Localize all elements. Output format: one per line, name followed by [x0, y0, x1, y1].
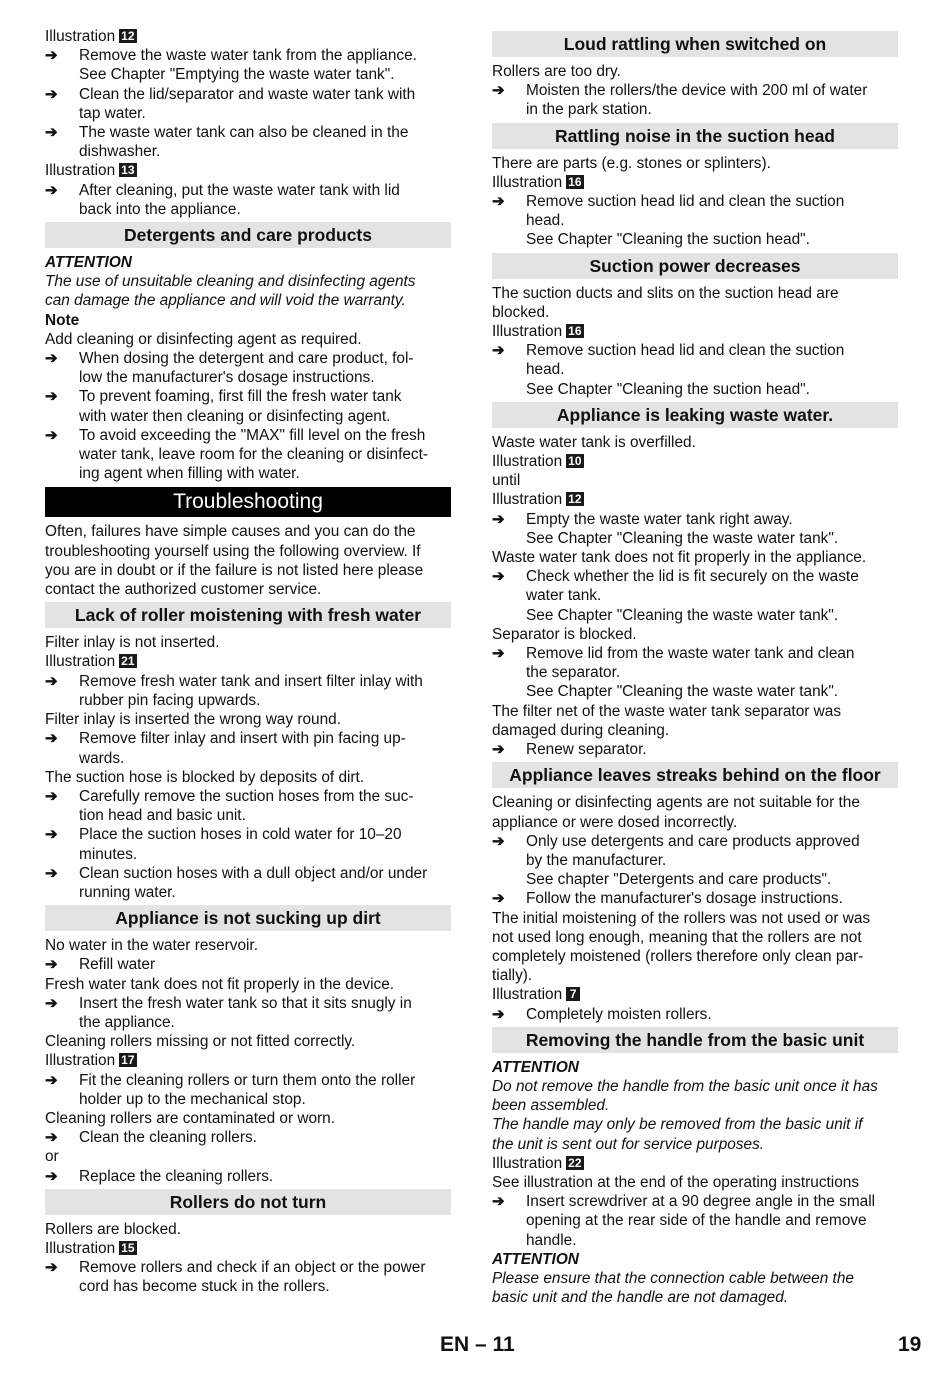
section-heading: Appliance is not sucking up dirt — [45, 905, 451, 931]
arrow-right-icon: ➔ — [45, 1071, 58, 1089]
arrow-right-icon: ➔ — [45, 956, 58, 974]
instruction-step: ➔ Remove suction head lid and clean the suction head. See Chapter "Cleaning the suction head". — [492, 342, 845, 398]
page-label: EN – 11 — [440, 1333, 515, 1356]
paragraph: Often, failures have simple causes and you can do the — [45, 523, 416, 541]
fault-text: Rollers are blocked. — [45, 1220, 182, 1238]
instruction-step: ➔ Remove suction head lid and clean the suction head. See Chapter "Cleaning the suction head". — [492, 193, 845, 249]
fault-text: The initial moistening of the rollers was not used or was — [492, 909, 871, 927]
fault-text: Waste water tank does not fit properly in the appliance. — [492, 549, 867, 567]
section-heading: Lack of roller moistening with fresh water — [45, 602, 451, 628]
fault-text: completely moistened (rollers therefore only clean par- — [492, 947, 864, 965]
or-text: or — [45, 1148, 59, 1166]
illustration-ref: Illustration 22 — [492, 1154, 582, 1172]
illustration-ref: Illustration 7 — [492, 985, 898, 1004]
instruction-step: ➔ Follow the manufacturer's dosage instructions. — [492, 890, 843, 908]
left-column — [45, 27, 451, 1297]
instruction-step: ➔ Carefully remove the suction hoses from the suc- tion head and basic unit. — [45, 787, 414, 825]
instruction-step: ➔ Moisten the rollers/the device with 200 ml of water in the park station. — [492, 82, 868, 119]
section-heading: Suction power decreases — [492, 253, 898, 279]
fault-text: Waste water tank is overfilled. — [492, 433, 696, 451]
fault-text: The suction hose is blocked by deposits of dirt. — [45, 768, 365, 786]
section-heading: Detergents and care products — [45, 222, 451, 248]
arrow-right-icon: ➔ — [45, 994, 58, 1012]
arrow-right-icon: ➔ — [492, 1005, 505, 1023]
instruction-step: ➔ Remove rollers and check if an object or the power cord has become stuck in the rollers. — [45, 1259, 426, 1296]
instruction-step: ➔ To prevent foaming, first fill the fresh water tank with water then cleaning or disinfecting agent. — [45, 388, 402, 425]
instruction-step: ➔ Completely moisten rollers. — [492, 1005, 712, 1023]
instruction-step: ➔ Check whether the lid is fit securely on the waste water tank. See Chapter "Cleaning the waste water tank". — [492, 568, 859, 624]
fault-text: Cleaning or disinfecting agents are not suitable for the — [492, 794, 860, 812]
attention-text: basic unit and the handle are not damaged. — [492, 1289, 789, 1307]
fault-text: The suction ducts and slits on the suction head are — [492, 284, 839, 302]
arrow-right-icon: ➔ — [492, 1193, 505, 1211]
fault-text: not used long enough, meaning that the rollers are not — [492, 928, 862, 946]
arrow-right-icon: ➔ — [45, 124, 58, 142]
arrow-right-icon: ➔ — [492, 82, 505, 100]
illustration-number: 17 — [121, 1053, 135, 1068]
instruction-step: ➔ Fit the cleaning rollers or turn them onto the roller holder up to the mechanical stop. — [45, 1071, 416, 1108]
fault-text: No water in the water reservoir. — [45, 937, 258, 955]
fault-text: damaged during cleaning. — [492, 721, 670, 739]
instruction-step: ➔ Remove filter inlay and insert with pin facing up- wards. — [45, 730, 406, 767]
illustration-number: 12 — [568, 492, 582, 507]
fault-text: blocked. — [492, 303, 550, 321]
instruction-step: ➔ Insert the fresh water tank so that it sits snugly in the appliance. — [45, 994, 412, 1031]
illustration-ref: Illustration 17 — [45, 1052, 135, 1070]
arrow-right-icon: ➔ — [492, 645, 505, 663]
attention-text: Please ensure that the connection cable between the — [492, 1269, 854, 1287]
arrow-right-icon: ➔ — [492, 193, 505, 211]
arrow-right-icon: ➔ — [492, 510, 505, 528]
attention-label: ATTENTION — [492, 1058, 579, 1076]
instruction-step: ➔ Remove the waste water tank from the appliance. See Chapter "Emptying the waste water tank". — [45, 47, 417, 84]
arrow-right-icon: ➔ — [45, 672, 58, 690]
instruction-step: ➔ Insert screwdriver at a 90 degree angle in the small opening at the rear side of the handle and remove handle. — [492, 1193, 876, 1249]
instruction-step: ➔ Clean the cleaning rollers. — [45, 1129, 257, 1147]
arrow-right-icon: ➔ — [45, 85, 58, 103]
instruction-step: ➔ Only use detergents and care products approved by the manufacturer. See chapter "Detergents and care products". — [492, 832, 860, 889]
section-heading: Appliance is leaking waste water. — [492, 402, 898, 428]
note-text: Add cleaning or disinfecting agent as required. — [45, 330, 362, 348]
section-heading: Removing the handle from the basic unit — [492, 1027, 898, 1053]
attention-text: been assembled. — [492, 1097, 610, 1115]
section-heading: Rattling noise in the suction head — [492, 123, 898, 149]
arrow-right-icon: ➔ — [492, 342, 505, 360]
right-column — [492, 27, 898, 1307]
chapter-heading: Troubleshooting — [45, 487, 451, 517]
arrow-right-icon: ➔ — [45, 1259, 58, 1277]
illustration-ref: Illustration 16 — [492, 323, 582, 341]
note-label: Note — [45, 311, 80, 329]
instruction-step: ➔ Empty the waste water tank right away. See Chapter "Cleaning the waste water tank". — [492, 510, 839, 547]
arrow-right-icon: ➔ — [492, 741, 505, 759]
illustration-ref: Illustration 12 — [45, 28, 135, 45]
fault-text: Cleaning rollers are contaminated or worn. — [45, 1109, 336, 1127]
fault-text: Fresh water tank does not fit properly in the device. — [45, 975, 395, 993]
attention-text: The handle may only be removed from the basic unit if — [492, 1116, 863, 1134]
attention-text: Do not remove the handle from the basic unit once it has — [492, 1077, 878, 1095]
fault-text: Cleaning rollers missing or not fitted correctly. — [45, 1033, 356, 1051]
until-text: until — [492, 472, 521, 490]
paragraph: troubleshooting yourself using the following overview. If — [45, 542, 421, 560]
instruction-step: ➔ To avoid exceeding the "MAX" fill level on the fresh water tank, leave room for the cleaning or disinfect- ing agent when filling with water. — [45, 426, 429, 483]
fault-text: Separator is blocked. — [492, 625, 637, 643]
illustration-ref: Illustration 15 — [45, 1239, 135, 1257]
instruction-step: ➔ Remove lid from the waste water tank and clean the separator. See Chapter "Cleaning the waste water tank". — [492, 645, 855, 701]
instruction-step: ➔ The waste water tank can also be cleaned in the dishwasher. — [45, 124, 409, 161]
illustration-ref: Illustration 16 — [492, 173, 582, 191]
arrow-right-icon: ➔ — [45, 826, 58, 844]
attention-text: can damage the appliance and will void the warranty. — [45, 292, 406, 310]
illustration-number: 21 — [121, 654, 135, 669]
illustration-number: 22 — [568, 1155, 582, 1170]
fault-text: There are parts (e.g. stones or splinters). — [492, 154, 771, 172]
fault-text: Filter inlay is inserted the wrong way round. — [45, 711, 341, 729]
section-heading: Appliance leaves streaks behind on the floor — [492, 762, 898, 788]
paragraph: See illustration at the end of the operating instructions — [492, 1173, 860, 1191]
illustration-number: 7 — [566, 987, 580, 1001]
fault-text: The filter net of the waste water tank separator was — [492, 702, 842, 720]
instruction-step: ➔ Place the suction hoses in cold water for 10–20 minutes. — [45, 826, 402, 863]
arrow-right-icon: ➔ — [492, 832, 505, 850]
arrow-right-icon: ➔ — [45, 1167, 58, 1185]
paragraph: you are in doubt or if the failure is not listed here please — [45, 561, 424, 579]
instruction-step: ➔ After cleaning, put the waste water tank with lid back into the appliance. — [45, 181, 400, 218]
illustration-number: 10 — [568, 454, 582, 469]
illustration-ref: Illustration 10 — [492, 453, 582, 471]
page-number: 19 — [898, 1333, 922, 1356]
arrow-right-icon: ➔ — [45, 47, 58, 65]
arrow-right-icon: ➔ — [492, 568, 505, 586]
section-heading: Rollers do not turn — [45, 1189, 451, 1215]
arrow-right-icon: ➔ — [45, 181, 58, 199]
instruction-step: ➔ Replace the cleaning rollers. — [45, 1167, 274, 1185]
illustration-number: 13 — [121, 163, 135, 178]
fault-text: Rollers are too dry. — [492, 63, 621, 80]
arrow-right-icon: ➔ — [45, 350, 58, 368]
illustration-ref: Illustration 12 — [492, 491, 582, 509]
instruction-step: ➔ Remove fresh water tank and insert filter inlay with rubber pin facing upwards. — [45, 672, 423, 709]
instruction-step: ➔ Clean the lid/separator and waste water tank with tap water. — [45, 85, 416, 122]
illustration-ref: Illustration 21 — [45, 653, 135, 671]
attention-text: the unit is sent out for service purposes. — [492, 1135, 765, 1153]
illustration-number: 12 — [121, 29, 135, 43]
arrow-right-icon: ➔ — [45, 730, 58, 748]
illustration-number: 16 — [568, 324, 582, 339]
attention-text: The use of unsuitable cleaning and disinfecting agents — [45, 273, 416, 291]
illustration-ref: Illustration 13 — [45, 162, 135, 180]
instruction-step: ➔ Refill water — [45, 956, 156, 974]
illustration-number: 16 — [568, 174, 582, 189]
instruction-step: ➔ Renew separator. — [492, 741, 647, 759]
arrow-right-icon: ➔ — [45, 426, 58, 444]
attention-label: ATTENTION — [45, 254, 132, 272]
arrow-right-icon: ➔ — [45, 388, 58, 406]
attention-label: ATTENTION — [492, 1250, 579, 1268]
instruction-step: ➔ Clean suction hoses with a dull object and/or under running water. — [45, 864, 428, 901]
arrow-right-icon: ➔ — [45, 1129, 58, 1147]
fault-text: Filter inlay is not inserted. — [45, 634, 220, 652]
arrow-right-icon: ➔ — [45, 787, 58, 805]
fault-text: tially). — [492, 967, 533, 985]
instruction-step: ➔ When dosing the detergent and care product, fol- low the manufacturer's dosage instructions. — [45, 350, 414, 387]
arrow-right-icon: ➔ — [45, 864, 58, 882]
paragraph: contact the authorized customer service. — [45, 581, 322, 599]
fault-text: appliance or were dosed incorrectly. — [492, 813, 738, 831]
arrow-right-icon: ➔ — [492, 890, 505, 908]
section-heading: Loud rattling when switched on — [492, 31, 898, 57]
illustration-number: 15 — [121, 1240, 135, 1255]
